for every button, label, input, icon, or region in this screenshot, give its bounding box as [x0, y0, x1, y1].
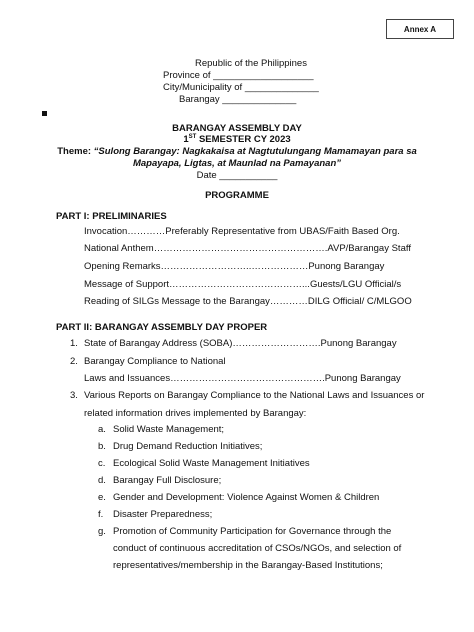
- part1-item: Message of Support……………………………………...Guests/LGU Official/s: [84, 279, 402, 290]
- part2-subitem-letter: b.: [98, 441, 106, 452]
- semester-number: 1: [183, 134, 189, 145]
- part1-item: Invocation…………Preferably Representative from UBAS/Faith Based Org.: [84, 226, 400, 237]
- header-barangay: Barangay ______________: [179, 94, 297, 105]
- header-republic: Republic of the Philippines: [195, 58, 307, 69]
- part2-item-number: 1.: [70, 338, 78, 349]
- part2-item-line: Barangay Compliance to National: [84, 356, 226, 367]
- part2-heading: PART II: BARANGAY ASSEMBLY DAY PROPER: [56, 322, 268, 333]
- title-semester: [0, 134, 474, 145]
- programme-heading: PROGRAMME: [205, 190, 269, 201]
- part1-item: National Anthem……………………………………………….AVP/Barangay Staff: [84, 243, 411, 254]
- part2-subitem-line: Promotion of Community Participation for Governance through the: [113, 526, 392, 537]
- part2-subitem-letter: a.: [98, 424, 106, 435]
- part2-subitem-line: Disaster Preparedness;: [113, 509, 213, 520]
- title-main: BARANGAY ASSEMBLY DAY: [172, 123, 302, 134]
- part2-subitem-letter: f.: [98, 509, 104, 520]
- part1-heading: PART I: PRELIMINARIES: [56, 211, 167, 222]
- semester-rest: SEMESTER CY 2023: [196, 134, 291, 145]
- part2-subitem-letter: e.: [98, 492, 106, 503]
- part2-subitem-letter: c.: [98, 458, 106, 469]
- part2-subitem-line: representatives/membership in the Barangay-Based Institutions;: [113, 560, 383, 571]
- part2-item-number: 2.: [70, 356, 78, 367]
- theme-line-1: [0, 146, 474, 157]
- theme-label: Theme:: [57, 146, 94, 157]
- part1-item: Opening Remarks………………………..………………Punong Barangay: [84, 261, 385, 272]
- part2-item-number: 3.: [70, 390, 78, 401]
- part1-item: Reading of SILGs Message to the Barangay…………DILG Official/ C/MLGOO: [84, 296, 412, 307]
- bullet-square: [42, 111, 47, 116]
- annex-label: Annex A: [386, 19, 454, 39]
- part2-item-line: State of Barangay Address (SOBA)……………………….Punong Barangay: [84, 338, 397, 349]
- part2-subitem-line: Barangay Full Disclosure;: [113, 475, 222, 486]
- part2-subitem-letter: d.: [98, 475, 106, 486]
- semester-suffix: ST: [188, 133, 197, 140]
- part2-subitem-line: Solid Waste Management;: [113, 424, 225, 435]
- part2-subitem-line: conduct of continuous accreditation of CSOs/NGOs, and selection of: [113, 543, 402, 554]
- header-city: City/Municipality of ______________: [163, 82, 319, 93]
- header-province: Province of ___________________: [163, 70, 314, 81]
- part2-item-line: related information drives implemented by Barangay:: [84, 408, 307, 419]
- theme-line-2: Mapayapa, Ligtas, at Maunlad na Pamayanan”: [132, 158, 341, 169]
- part2-subitem-line: Ecological Solid Waste Management Initiatives: [113, 458, 310, 469]
- part2-item-line: Various Reports on Barangay Compliance to the National Laws and Issuances or: [84, 390, 425, 401]
- date-line: Date ___________: [196, 170, 278, 181]
- part2-item-line: Laws and Issuances………………………………………….Punong Barangay: [84, 373, 401, 384]
- part2-subitem-line: Drug Demand Reduction Initiatives;: [113, 441, 263, 452]
- part2-subitem-letter: g.: [98, 526, 106, 537]
- theme-text-1: “Sulong Barangay: Nagkakaisa at Nagtutulungang Mamamayan para sa: [93, 146, 417, 157]
- part2-subitem-line: Gender and Development: Violence Against Women & Children: [113, 492, 380, 503]
